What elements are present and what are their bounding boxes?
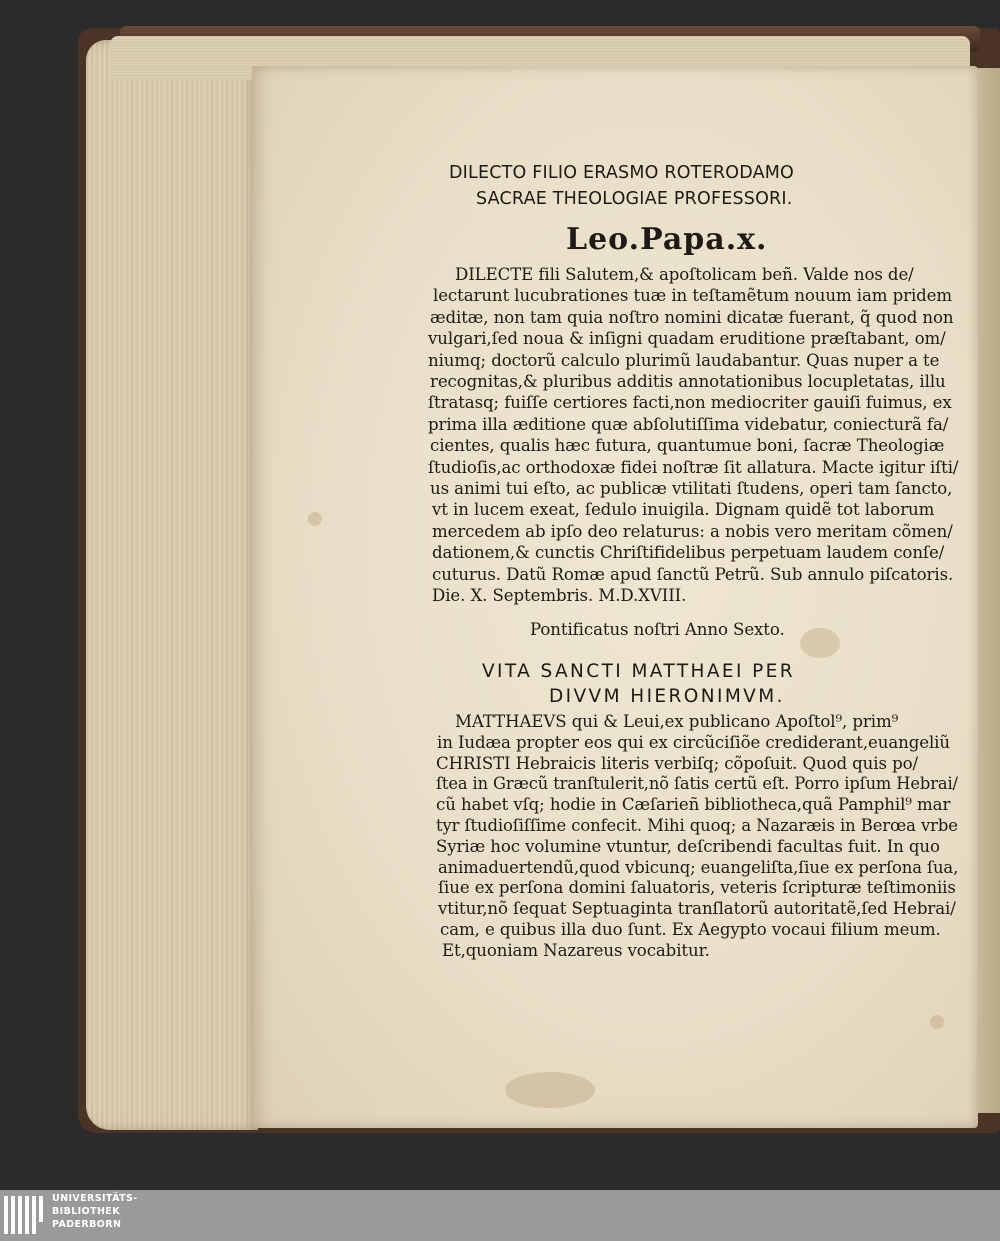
vita-heading-line-1: VITA SANCTI MATTHAEI PER: [482, 661, 795, 682]
stain: [800, 628, 840, 658]
text-line: vulgari,ſed noua & inſigni quadam eruditione præſtabant, om/: [428, 329, 946, 349]
text-line: tyr ſtudioſiſſime confecit. Mihi quoq; a Nazaræis in Berœa vrbe: [436, 816, 958, 835]
text-line: vt in lucem exeat, ſedulo inuigila. Dignam quidẽ tot laborum: [432, 500, 935, 520]
text-line: recognitas,& pluribus additis annotationibus locupletatas, illu: [430, 372, 946, 391]
text-line: MATTHAEVS qui & Leui,ex publicano Apoſtol⁹, prim⁹: [455, 712, 899, 731]
text-line: cũ habet vſq; hodie in Cæſarieñ bibliotheca,quã Pamphil⁹ mar: [436, 795, 951, 815]
stain: [505, 1072, 595, 1108]
text-line: vtitur,nõ ſequat Septuaginta tranſlatorũ autoritatẽ,ſed Hebrai/: [438, 899, 956, 919]
library-logo-icon: [4, 1196, 44, 1234]
library-footer: [0, 1190, 1000, 1241]
heading-line-2: SACRAE THEOLOGIAE PROFESSORI.: [476, 189, 793, 209]
heading-line-1: DILECTO FILIO ERASMO ROTERODAMO: [449, 163, 795, 183]
text-line: ſiue ex perſona domini ſaluatoris, veteris ſcripturæ teſtimoniis: [438, 878, 956, 898]
stain: [308, 512, 322, 526]
text-line: æditæ, non tam quia noſtro nomini dicatæ fuerant, q̃ quod non: [430, 307, 954, 327]
vita-heading-line-2: DIVVM HIERONIMVM.: [549, 686, 785, 707]
text-line: dationem,& cunctis Chriſtifidelibus perpetuam laudem conſe/: [432, 543, 945, 563]
pontificate-line: Pontificatus noſtri Anno Sexto.: [530, 620, 785, 639]
library-name-line-1: UNIVERSITÄTS-: [52, 1193, 138, 1204]
text-line: cam, e quibus illa duo ſunt. Ex Aegypto vocaui filium meum.: [440, 920, 941, 939]
stain: [930, 1015, 944, 1029]
text-line: mercedem ab ipſo deo relaturus: a nobis vero meritam cõmen/: [432, 521, 953, 541]
text-line: prima illa æditione quæ abſolutiſſima videbatur, coniecturã fa/: [428, 414, 949, 434]
library-name-line-2: BIBLIOTHEK: [52, 1206, 120, 1217]
blackletter-title: Leo.Papa.x.: [566, 222, 768, 257]
text-line: cuturus. Datũ Romæ apud ſanctũ Petrũ. Sub annulo piſcatoris.: [432, 564, 954, 584]
text-line: us animi tui eſto, ac publicæ vtilitati ſtudens, operi tam ſancto,: [430, 479, 953, 498]
text-line: cientes, qualis hæc futura, quantumue boni, ſacræ Theologiæ: [430, 436, 945, 456]
text-line: in Iudæa propter eos qui ex circũciſiõe crediderant,euangeliũ: [437, 732, 950, 752]
text-line: ſtea in Græcũ tranſtulerit,nõ ſatis certũ eſt. Porro ipſum Hebrai/: [436, 774, 958, 794]
text-line: niumq; doctorũ calculo plurimũ laudabantur. Quas nuper a te: [428, 350, 940, 370]
text-line: DILECTE fili Salutem,& apoſtolicam beñ. Valde nos de/: [455, 265, 914, 284]
text-line: animaduertendũ,quod vbicunq; euangeliſta,ſiue ex perſona ſua,: [438, 857, 959, 877]
text-line: ſtratasq; fuiſſe certiores facti,non mediocriter gauiſi fuimus, ex: [428, 393, 952, 413]
page-stack-edge: [86, 40, 258, 1130]
text-line: ſtudioſis,ac orthodoxæ fidei noſtræ ſit allatura. Macte igitur iſti/: [428, 457, 959, 477]
library-name-line-3: PADERBORN: [52, 1219, 122, 1230]
text-line: Et,quoniam Nazareus vocabitur.: [442, 940, 710, 960]
text-line: Syriæ hoc volumine vtuntur, deſcribendi facultas fuit. In quo: [436, 836, 940, 856]
text-line: CHRISTI Hebraicis literis verbiſq; cõpoſuit. Quod quis po/: [436, 753, 918, 773]
text-line: Die. X. Septembris. M.D.XVIII.: [432, 586, 687, 605]
text-line: lectarunt lucubrationes tuæ in teſtamẽtum nouum iam pridem: [433, 286, 953, 306]
